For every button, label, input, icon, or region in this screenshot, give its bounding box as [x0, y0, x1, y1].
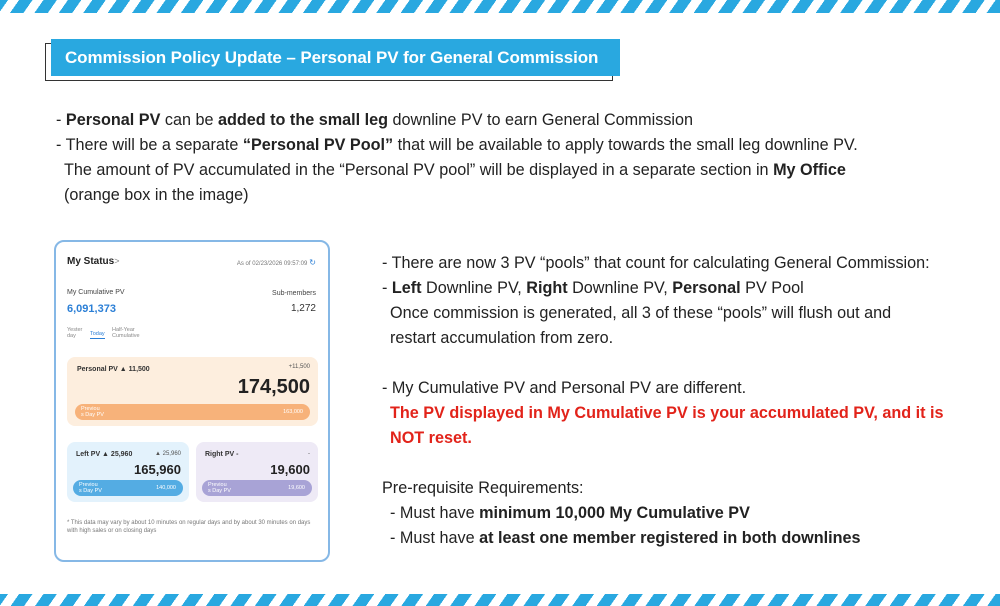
right-explanation [382, 251, 944, 551]
text: - [56, 111, 66, 129]
requirement-2 [382, 526, 944, 551]
previous-day-value: 140,000 [156, 485, 176, 491]
right-line-3: Once commission is generated, all 3 of these “pools” will flush out and [390, 304, 892, 322]
intro-line-2 [56, 133, 858, 158]
text: Downline PV, [421, 279, 527, 297]
cumulative-pv-label: My Cumulative PV [67, 289, 125, 296]
right-line-2 [382, 276, 944, 301]
text-bold: Personal PV [65, 111, 161, 129]
text: The amount of PV accumulated in the “Personal PV pool” will be displayed in a separate section in [64, 161, 774, 179]
text: - There will be a separate [56, 136, 243, 154]
text: that will be available to apply towards the small leg downline PV. [393, 136, 858, 154]
text: PV Pool [740, 279, 804, 297]
spacer [382, 451, 944, 476]
tab-today[interactable]: Today [90, 331, 105, 337]
left-pv-delta: ▲ 25,960 [155, 451, 181, 457]
requirement-1 [382, 501, 944, 526]
right-line-6-red: The PV displayed in My Cumulative PV is your accumulated PV, and it is [390, 404, 944, 422]
personal-pv-box [67, 357, 318, 426]
right-pv-box [196, 442, 318, 502]
right-previous-day-bar [202, 480, 312, 496]
text: Downline PV, [567, 279, 673, 297]
intro-line-1 [56, 108, 858, 133]
text: can be [160, 111, 218, 129]
personal-pv-label: Personal PV ▲ 11,500 [77, 366, 150, 373]
right-line-4: restart accumulation from zero. [390, 329, 614, 347]
personal-pv-value: 174,500 [237, 376, 310, 398]
text-bold: Personal [672, 279, 741, 297]
text-bold: Right [526, 279, 568, 297]
text: - [382, 279, 392, 297]
refresh-icon[interactable]: ↻ [309, 258, 316, 267]
page-title: Commission Policy Update – Personal PV for General Commission [51, 39, 620, 76]
previous-day-label: Previou s Day PV [79, 482, 102, 494]
previous-day-label: Previou s Day PV [208, 482, 231, 494]
text-bold: Left [391, 279, 422, 297]
right-pv-delta: - [308, 451, 310, 457]
left-pv-label: Left PV ▲ 25,960 [76, 451, 133, 458]
right-line-7-red: NOT reset. [390, 429, 472, 447]
right-line-5: - My Cumulative PV and Personal PV are different. [382, 379, 747, 397]
sub-members-label: Sub-members [272, 290, 316, 297]
bottom-stripe-border [0, 594, 1000, 606]
text: downline PV to earn General Commission [388, 111, 694, 129]
intro-line-4: (orange box in the image) [64, 186, 249, 204]
right-pv-label: Right PV - [205, 451, 239, 458]
tab-yesterday[interactable]: Yester day [67, 327, 83, 339]
text-bold: at least one member registered in both downlines [479, 529, 861, 547]
spacer [382, 351, 944, 376]
personal-previous-day-bar [75, 404, 310, 420]
text: - Must have [390, 504, 480, 522]
text-bold: My Office [773, 161, 846, 179]
as-of-timestamp [237, 258, 316, 267]
intro-text [56, 108, 858, 208]
my-status-card [54, 240, 330, 562]
sub-members-value: 1,272 [290, 303, 316, 314]
personal-pv-delta: +11,500 [288, 364, 310, 370]
text: - Must have [390, 529, 480, 547]
left-pv-box [67, 442, 189, 502]
text-bold: “Personal PV Pool” [242, 136, 394, 154]
right-pv-value: 19,600 [270, 462, 310, 477]
intro-line-3 [56, 158, 858, 183]
top-stripe-border [0, 0, 1000, 13]
timestamp-text: As of 02/23/2026 09:57:09 [236, 261, 308, 267]
card-title[interactable] [67, 256, 120, 267]
previous-day-label: Previou s Day PV [81, 406, 104, 418]
previous-day-value: 163,000 [283, 409, 303, 415]
right-line-1: - There are now 3 PV “pools” that count for calculating General Commission: [382, 254, 930, 272]
card-title-text: My Status [67, 256, 115, 267]
chevron-right-icon: > [114, 256, 120, 266]
data-disclaimer-note: * This data may vary by about 10 minutes on regular days and by about 30 minutes on days with high sales or on closing days [67, 520, 311, 534]
previous-day-value: 19,600 [288, 485, 305, 491]
text-bold: minimum 10,000 My Cumulative PV [479, 504, 750, 522]
text-bold: added to the small leg [217, 111, 388, 129]
requirements-heading: Pre-requisite Requirements: [382, 479, 584, 497]
cumulative-pv-value: 6,091,373 [67, 303, 116, 315]
tab-half-year-cumulative[interactable]: Half-Year Cumulative [112, 327, 140, 339]
left-previous-day-bar [73, 480, 183, 496]
left-pv-value: 165,960 [134, 462, 181, 477]
